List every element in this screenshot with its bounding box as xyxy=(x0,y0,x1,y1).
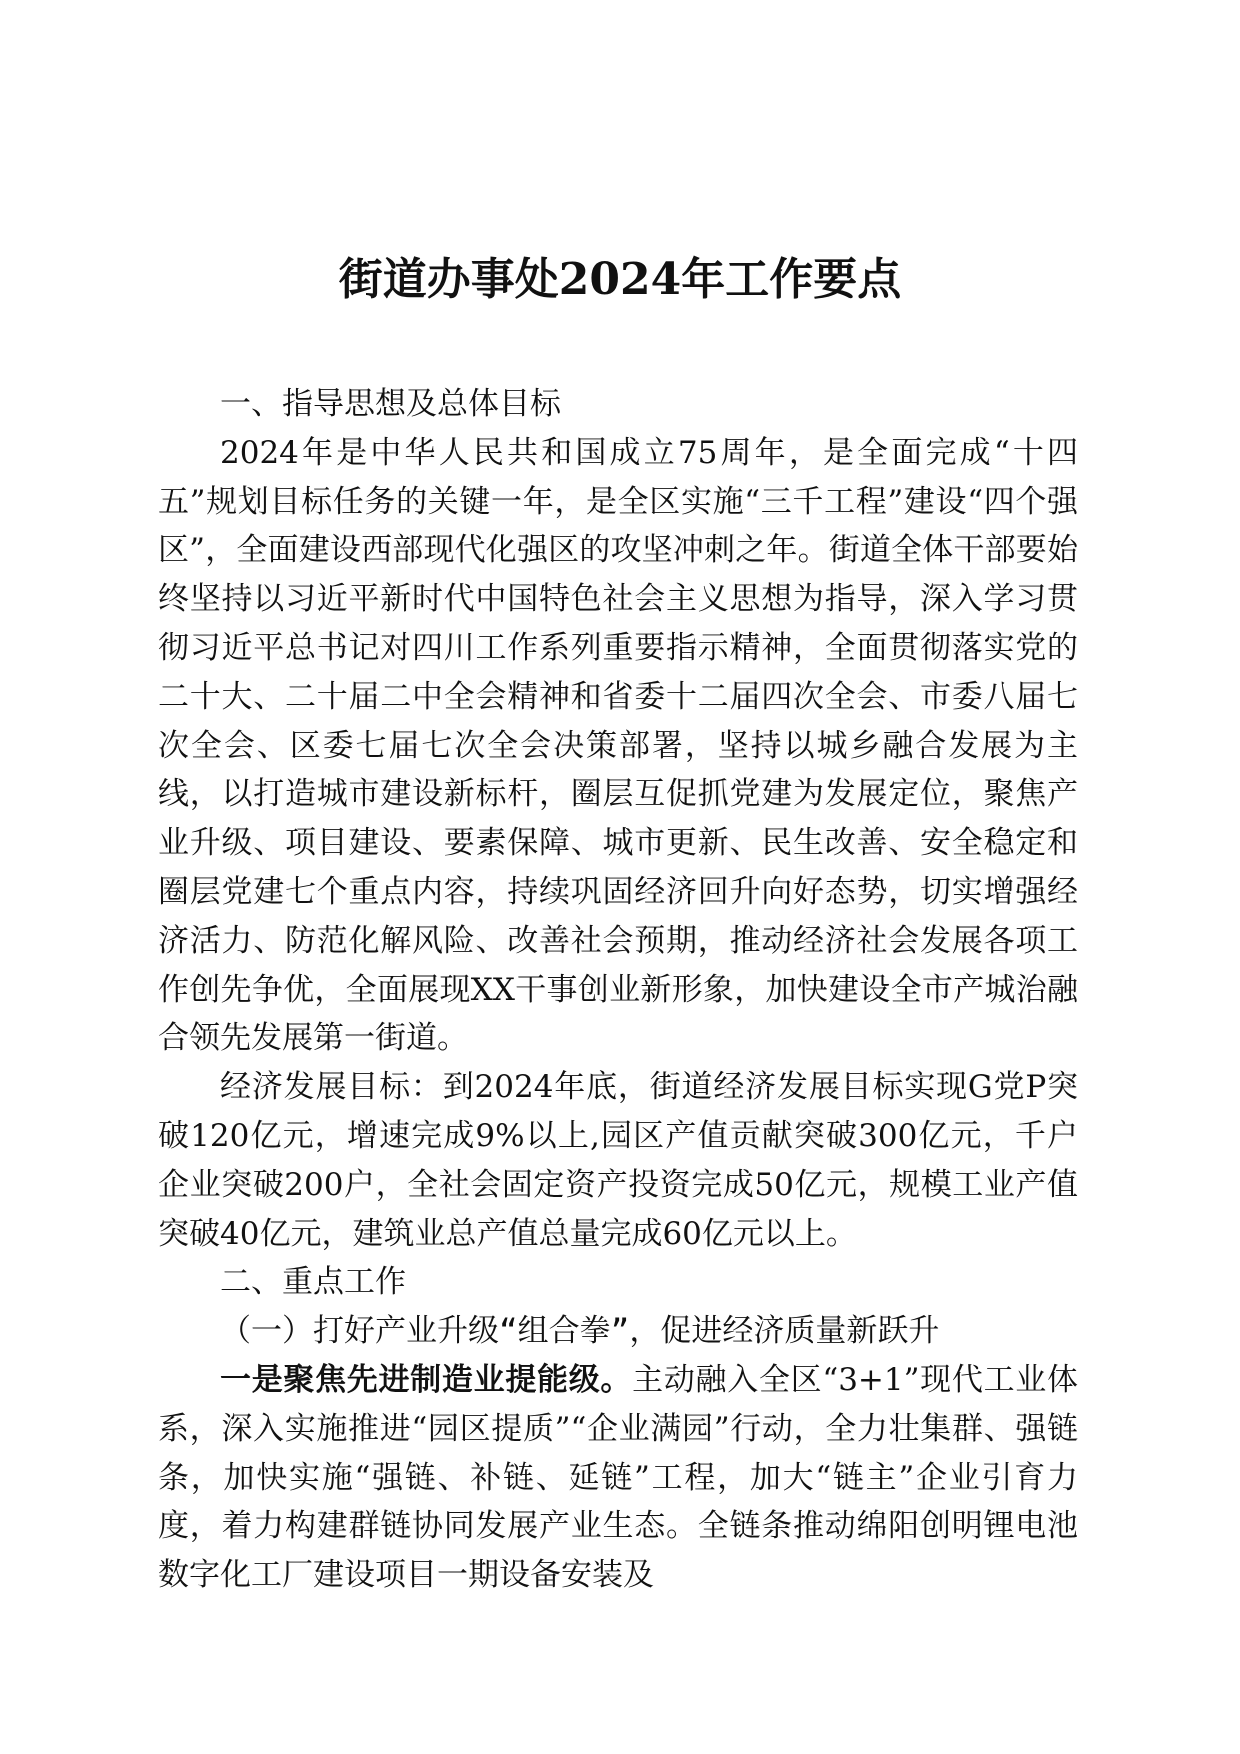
paragraph-economic-targets: 经济发展目标：到2024年底，街道经济发展目标实现G党P突破120亿元，增速完成9%以上,园区产值贡献突破300亿元，千户企业突破200户，全社会固定资产投资完成50亿元，规模工业产值突破40亿元，建筑业总产值总量完成60亿元以上。 xyxy=(158,1069,1078,1252)
section-heading-guiding-ideology: 一、指导思想及总体目标 xyxy=(220,386,561,422)
section-heading-key-work: 二、重点工作 xyxy=(220,1264,406,1301)
paragraph-guiding-ideology: 2024年是中华人民共和国成立75周年，是全面完成“十四五”规划目标任务的关键一年，是全区实施“三千工程”建设“四个强区”，全面建设西部现代化强区的攻坚冲刺之年。街道全体干部要始终坚持以习近平新时代中国特色社会主义思想为指导，深入学习贯彻习近平总书记对四川工作系列重要指示精神，全面贯彻落实党的二十大、二十届二中全会精神和省委十二届四次全会、市委八届七次全会、区委七届七次全会决策部署，坚持以城乡融合发展为主线，以打造城市建设新标杆，圈层互促抓党建为发展定位，聚焦产业升级、项目建设、要素保障、城市更新、民生改善、安全稳定和圈层党建七个重点内容，持续巩固经济回升向好态势，切实增强经济活力、防范化解风险、改善社会预期，推动经济社会发展各项工作创先争优，全面展现XX干事创业新形象，加快建设全市产城治融合领先发展第一街道。 xyxy=(158,434,1078,1057)
document-body xyxy=(158,380,1078,1600)
paragraph-advanced-manufacturing xyxy=(158,1356,1078,1600)
subsection-heading-industry-upgrade: （一）打好产业升级“组合拳”，促进经济质量新跃升 xyxy=(220,1313,940,1350)
paragraph-lead-text: 一是聚焦先进制造业提能级。 xyxy=(220,1361,633,1398)
paragraph-body-text: 主动融入全区“3+1”现代工业体系，深入实施推进“园区提质”“企业满园”行动，全力壮集群、强链条，加快实施“强链、补链、延链”工程，加大“链主”企业引育力度，着力构建群链协同发展产业生态。全链条推动绵阳创明锂电池数字化工厂建设项目一期设备安装及 xyxy=(158,1361,1078,1594)
page-title: 街道办事处2024年工作要点 xyxy=(338,254,902,305)
